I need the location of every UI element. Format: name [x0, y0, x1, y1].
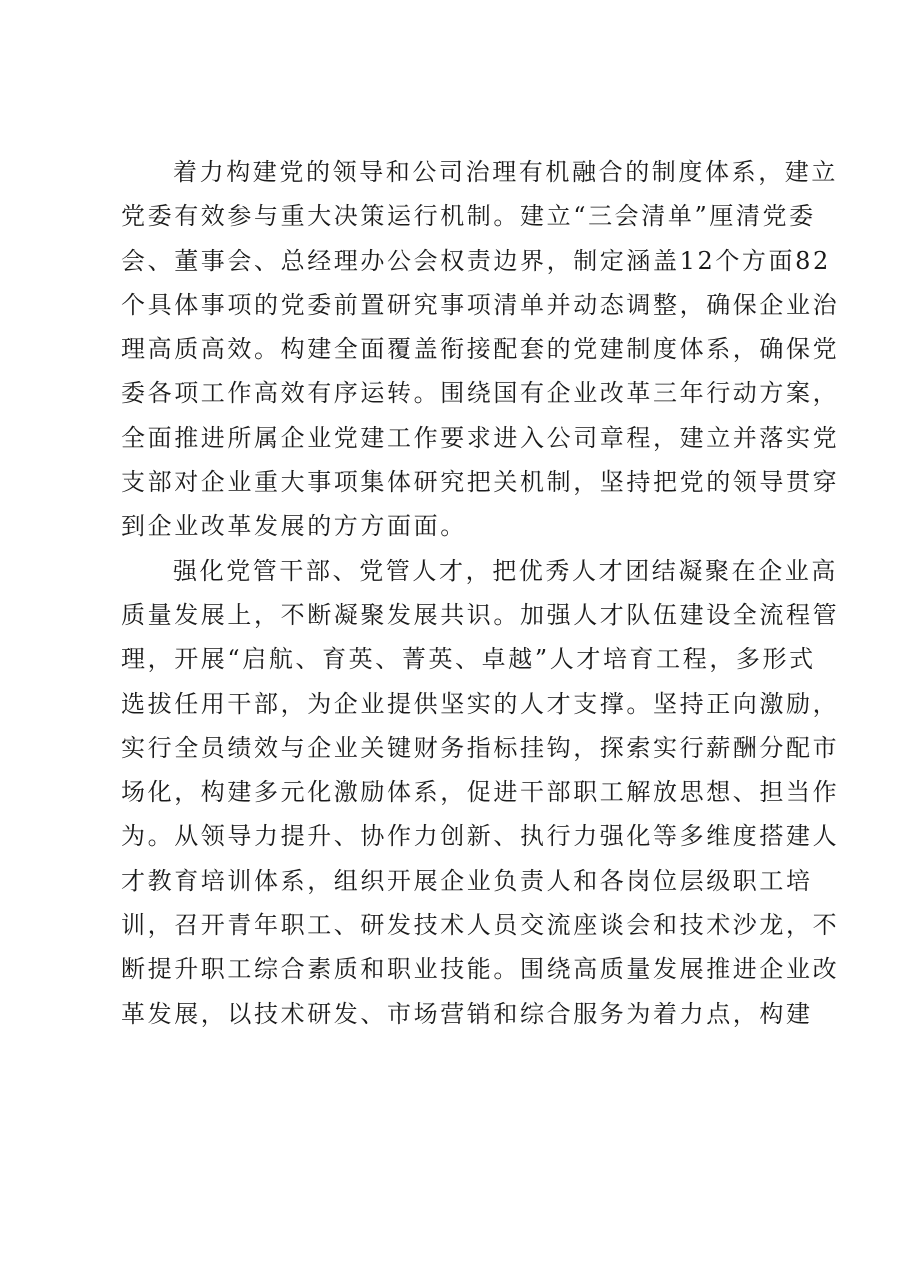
text-line: 全面推进所属企业党建工作要求进入公司章程，建立并落实党: [121, 423, 840, 452]
text-line: 理，开展“启航、育英、菁英、卓越”人才培育工程，多形式: [121, 645, 816, 674]
text-line: 个具体事项的党委前置研究事项清单并动态调整，确保企业治: [121, 290, 840, 319]
text-line: 党委有效参与重大决策运行机制。建立“三会清单”厘清党委: [121, 202, 816, 231]
text-line: 实行全员绩效与企业关键财务指标挂钩，探索实行薪酬分配市: [121, 733, 840, 762]
text-line: 着力构建党的领导和公司治理有机融合的制度体系，建立: [173, 158, 838, 186]
text-line: 革发展，以技术研发、市场营销和综合服务为着力点，构建: [121, 999, 813, 1028]
text-line: 场化，构建多元化激励体系，促进干部职工解放思想、担当作: [121, 778, 840, 807]
document-body: [121, 150, 840, 1036]
text-line: 强化党管干部、党管人才，把优秀人才团结凝聚在企业高: [173, 556, 838, 585]
text-line: 会、董事会、总经理办公会权责边界，制定涵盖12个方面82: [121, 246, 831, 275]
text-line: 到企业改革发展的方方面面。: [121, 512, 467, 541]
text-line: 委各项工作高效有序运转。围绕国有企业改革三年行动方案，: [121, 379, 840, 408]
text-line: 支部对企业重大事项集体研究把关机制，坚持把党的领导贯穿: [121, 468, 840, 497]
text-line: 质量发展上，不断凝聚发展共识。加强人才队伍建设全流程管: [121, 600, 840, 629]
text-line: 训，召开青年职工、研发技术人员交流座谈会和技术沙龙，不: [121, 911, 840, 940]
text-line: 选拔任用干部，为企业提供坚实的人才支撑。坚持正向激励，: [121, 689, 840, 718]
paragraph-1: [121, 150, 840, 549]
paragraph-2: [121, 549, 840, 1036]
text-line: 才教育培训体系，组织开展企业负责人和各岗位层级职工培: [121, 866, 813, 895]
text-line: 理高质高效。构建全面覆盖衔接配套的党建制度体系，确保党: [121, 335, 840, 364]
text-line: 为。从领导力提升、协作力创新、执行力强化等多维度搭建人: [121, 822, 840, 851]
text-line: 断提升职工综合素质和职业技能。围绕高质量发展推进企业改: [121, 955, 840, 984]
